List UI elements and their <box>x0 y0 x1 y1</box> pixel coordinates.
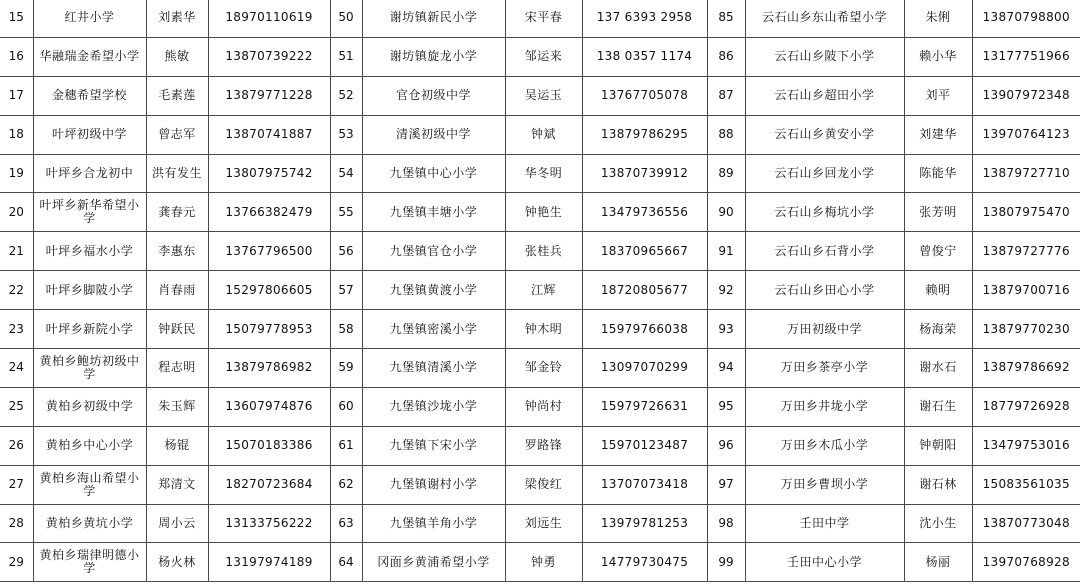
contact-name: 钟跃民 <box>146 310 208 349</box>
school-name: 叶坪乡福水小学 <box>33 232 146 271</box>
phone-number: 13879727710 <box>972 154 1080 193</box>
table-row <box>0 426 1080 465</box>
contact-name: 钟尚村 <box>505 387 582 426</box>
row-number: 89 <box>707 154 745 193</box>
school-name: 叶坪乡脚陂小学 <box>33 271 146 310</box>
school-name: 九堡镇清溪小学 <box>362 349 505 388</box>
phone-number: 13879786692 <box>972 349 1080 388</box>
row-number: 54 <box>330 154 362 193</box>
row-number: 58 <box>330 310 362 349</box>
row-number: 94 <box>707 349 745 388</box>
row-number: 53 <box>330 115 362 154</box>
school-name: 红井小学 <box>33 0 146 37</box>
school-name: 清溪初级中学 <box>362 115 505 154</box>
school-name: 九堡镇下宋小学 <box>362 426 505 465</box>
contact-name: 钟朝阳 <box>904 426 972 465</box>
row-number: 85 <box>707 0 745 37</box>
contact-name: 张桂兵 <box>505 232 582 271</box>
row-number: 50 <box>330 0 362 37</box>
row-number: 97 <box>707 465 745 504</box>
table-row <box>0 465 1080 504</box>
school-name: 黄柏乡黄坑小学 <box>33 504 146 543</box>
school-name: 云石山乡梅坑小学 <box>745 193 904 232</box>
school-name: 谢坊镇旋龙小学 <box>362 37 505 76</box>
school-name: 九堡镇中心小学 <box>362 154 505 193</box>
row-number: 95 <box>707 387 745 426</box>
school-name: 云石山乡田心小学 <box>745 271 904 310</box>
phone-number: 13767705078 <box>582 76 707 115</box>
contact-name: 曾俊宁 <box>904 232 972 271</box>
school-name: 叶坪乡新院小学 <box>33 310 146 349</box>
row-number: 24 <box>0 349 33 388</box>
phone-number: 15070183386 <box>208 426 330 465</box>
row-number: 88 <box>707 115 745 154</box>
phone-number: 13970764123 <box>972 115 1080 154</box>
phone-number: 18970110619 <box>208 0 330 37</box>
contact-name: 李惠东 <box>146 232 208 271</box>
school-name: 九堡镇密溪小学 <box>362 310 505 349</box>
row-number: 23 <box>0 310 33 349</box>
row-number: 20 <box>0 193 33 232</box>
school-name: 黄柏乡瑞律明德小学 <box>33 543 146 582</box>
phone-number: 13870798800 <box>972 0 1080 37</box>
phone-number: 13879700716 <box>972 271 1080 310</box>
table-row <box>0 115 1080 154</box>
school-name: 黄柏乡海山希望小学 <box>33 465 146 504</box>
school-name: 云石山乡东山希望小学 <box>745 0 904 37</box>
phone-number: 13766382479 <box>208 193 330 232</box>
contact-name: 谢石林 <box>904 465 972 504</box>
table-row <box>0 271 1080 310</box>
row-number: 18 <box>0 115 33 154</box>
phone-number: 13097070299 <box>582 349 707 388</box>
phone-number: 15970123487 <box>582 426 707 465</box>
contact-name: 钟艳生 <box>505 193 582 232</box>
row-number: 25 <box>0 387 33 426</box>
school-name: 九堡镇丰塘小学 <box>362 193 505 232</box>
school-name: 壬田中心小学 <box>745 543 904 582</box>
school-name: 九堡镇官仓小学 <box>362 232 505 271</box>
phone-number: 13870773048 <box>972 504 1080 543</box>
school-name: 叶坪初级中学 <box>33 115 146 154</box>
contact-name: 邹金铃 <box>505 349 582 388</box>
contact-name: 赖明 <box>904 271 972 310</box>
contact-name: 沈小生 <box>904 504 972 543</box>
school-name: 金穗希望学校 <box>33 76 146 115</box>
contact-name: 华冬明 <box>505 154 582 193</box>
phone-number: 13607974876 <box>208 387 330 426</box>
row-number: 61 <box>330 426 362 465</box>
school-name: 黄柏乡初级中学 <box>33 387 146 426</box>
contact-name: 罗路锋 <box>505 426 582 465</box>
contact-name: 朱玉辉 <box>146 387 208 426</box>
contact-name: 张芳明 <box>904 193 972 232</box>
contact-name: 杨海荣 <box>904 310 972 349</box>
phone-number: 18370965667 <box>582 232 707 271</box>
phone-number: 13870741887 <box>208 115 330 154</box>
contact-name: 梁俊红 <box>505 465 582 504</box>
school-name: 九堡镇黄渡小学 <box>362 271 505 310</box>
row-number: 51 <box>330 37 362 76</box>
phone-number: 13979781253 <box>582 504 707 543</box>
contact-name: 曾志军 <box>146 115 208 154</box>
row-number: 16 <box>0 37 33 76</box>
school-name: 叶坪乡新华希望小学 <box>33 193 146 232</box>
school-name: 万田乡茶亭小学 <box>745 349 904 388</box>
row-number: 60 <box>330 387 362 426</box>
row-number: 92 <box>707 271 745 310</box>
row-number: 99 <box>707 543 745 582</box>
contact-name: 刘素华 <box>146 0 208 37</box>
phone-number: 13177751966 <box>972 37 1080 76</box>
contact-name: 刘建华 <box>904 115 972 154</box>
phone-number: 15079778953 <box>208 310 330 349</box>
row-number: 91 <box>707 232 745 271</box>
school-name: 云石山乡石背小学 <box>745 232 904 271</box>
row-number: 21 <box>0 232 33 271</box>
row-number: 22 <box>0 271 33 310</box>
school-name: 万田乡曹坝小学 <box>745 465 904 504</box>
row-number: 63 <box>330 504 362 543</box>
phone-number: 13907972348 <box>972 76 1080 115</box>
phone-number: 15297806605 <box>208 271 330 310</box>
contact-name: 周小云 <box>146 504 208 543</box>
table-row <box>0 0 1080 37</box>
phone-number: 13879770230 <box>972 310 1080 349</box>
row-number: 86 <box>707 37 745 76</box>
phone-number: 13807975742 <box>208 154 330 193</box>
contact-name: 钟勇 <box>505 543 582 582</box>
phone-number: 15979726631 <box>582 387 707 426</box>
phone-number: 13879786982 <box>208 349 330 388</box>
table-row <box>0 349 1080 388</box>
contact-name: 陈能华 <box>904 154 972 193</box>
contact-name: 江辉 <box>505 271 582 310</box>
school-name: 云石山乡回龙小学 <box>745 154 904 193</box>
contact-name: 钟斌 <box>505 115 582 154</box>
phone-number: 13479736556 <box>582 193 707 232</box>
phone-number: 13707073418 <box>582 465 707 504</box>
row-number: 57 <box>330 271 362 310</box>
row-number: 55 <box>330 193 362 232</box>
row-number: 93 <box>707 310 745 349</box>
contact-name: 谢水石 <box>904 349 972 388</box>
table-row <box>0 387 1080 426</box>
row-number: 26 <box>0 426 33 465</box>
contact-name: 杨火林 <box>146 543 208 582</box>
row-number: 28 <box>0 504 33 543</box>
row-number: 90 <box>707 193 745 232</box>
phone-number: 13870739912 <box>582 154 707 193</box>
table-row <box>0 310 1080 349</box>
table-row <box>0 232 1080 271</box>
school-name: 九堡镇羊角小学 <box>362 504 505 543</box>
contact-name: 熊敏 <box>146 37 208 76</box>
phone-number: 13879786295 <box>582 115 707 154</box>
school-name: 壬田中学 <box>745 504 904 543</box>
phone-number: 13197974189 <box>208 543 330 582</box>
school-name: 华融瑞金希望小学 <box>33 37 146 76</box>
school-name: 叶坪乡合龙初中 <box>33 154 146 193</box>
row-number: 56 <box>330 232 362 271</box>
phone-number: 13479753016 <box>972 426 1080 465</box>
school-name: 云石山乡陂下小学 <box>745 37 904 76</box>
school-name: 云石山乡黄安小学 <box>745 115 904 154</box>
contact-name: 杨锟 <box>146 426 208 465</box>
school-name: 黄柏乡中心小学 <box>33 426 146 465</box>
school-name: 九堡镇沙垅小学 <box>362 387 505 426</box>
contact-name: 赖小华 <box>904 37 972 76</box>
row-number: 96 <box>707 426 745 465</box>
phone-number: 13807975470 <box>972 193 1080 232</box>
row-number: 62 <box>330 465 362 504</box>
school-name: 云石山乡超田小学 <box>745 76 904 115</box>
school-name: 万田初级中学 <box>745 310 904 349</box>
row-number: 98 <box>707 504 745 543</box>
phone-number: 13870739222 <box>208 37 330 76</box>
row-number: 59 <box>330 349 362 388</box>
row-number: 19 <box>0 154 33 193</box>
school-name: 黄柏乡鲍坊初级中学 <box>33 349 146 388</box>
row-number: 64 <box>330 543 362 582</box>
table-row <box>0 154 1080 193</box>
phone-number: 13970768928 <box>972 543 1080 582</box>
phone-number: 13879771228 <box>208 76 330 115</box>
row-number: 87 <box>707 76 745 115</box>
phone-number: 138 0357 1174 <box>582 37 707 76</box>
school-name: 九堡镇谢村小学 <box>362 465 505 504</box>
phone-number: 15083561035 <box>972 465 1080 504</box>
row-number: 29 <box>0 543 33 582</box>
row-number: 17 <box>0 76 33 115</box>
contact-name: 龚春元 <box>146 193 208 232</box>
contact-name: 邹运来 <box>505 37 582 76</box>
phone-number: 13767796500 <box>208 232 330 271</box>
phone-number: 14779730475 <box>582 543 707 582</box>
contact-name: 杨丽 <box>904 543 972 582</box>
phone-number: 137 6393 2958 <box>582 0 707 37</box>
contact-name: 吴运玉 <box>505 76 582 115</box>
contact-name: 程志明 <box>146 349 208 388</box>
school-name: 冈面乡黄浦希望小学 <box>362 543 505 582</box>
contact-name: 谢石生 <box>904 387 972 426</box>
school-name: 谢坊镇新民小学 <box>362 0 505 37</box>
table-row <box>0 193 1080 232</box>
phone-number: 18720805677 <box>582 271 707 310</box>
contact-name: 钟木明 <box>505 310 582 349</box>
contact-name: 郑清文 <box>146 465 208 504</box>
table-row <box>0 76 1080 115</box>
contact-name: 肖春雨 <box>146 271 208 310</box>
contact-name: 毛素莲 <box>146 76 208 115</box>
school-name: 官仓初级中学 <box>362 76 505 115</box>
row-number: 15 <box>0 0 33 37</box>
row-number: 52 <box>330 76 362 115</box>
contact-name: 刘远生 <box>505 504 582 543</box>
phone-number: 13879727776 <box>972 232 1080 271</box>
phone-number: 18270723684 <box>208 465 330 504</box>
school-name: 万田乡井垅小学 <box>745 387 904 426</box>
table-row <box>0 504 1080 543</box>
contact-name: 洪有发生 <box>146 154 208 193</box>
phone-number: 15979766038 <box>582 310 707 349</box>
phone-number: 18779726928 <box>972 387 1080 426</box>
school-name: 万田乡木瓜小学 <box>745 426 904 465</box>
phone-number: 13133756222 <box>208 504 330 543</box>
row-number: 27 <box>0 465 33 504</box>
table-row <box>0 543 1080 582</box>
table-row <box>0 37 1080 76</box>
contact-name: 刘平 <box>904 76 972 115</box>
contact-name: 朱俐 <box>904 0 972 37</box>
contact-name: 宋平春 <box>505 0 582 37</box>
